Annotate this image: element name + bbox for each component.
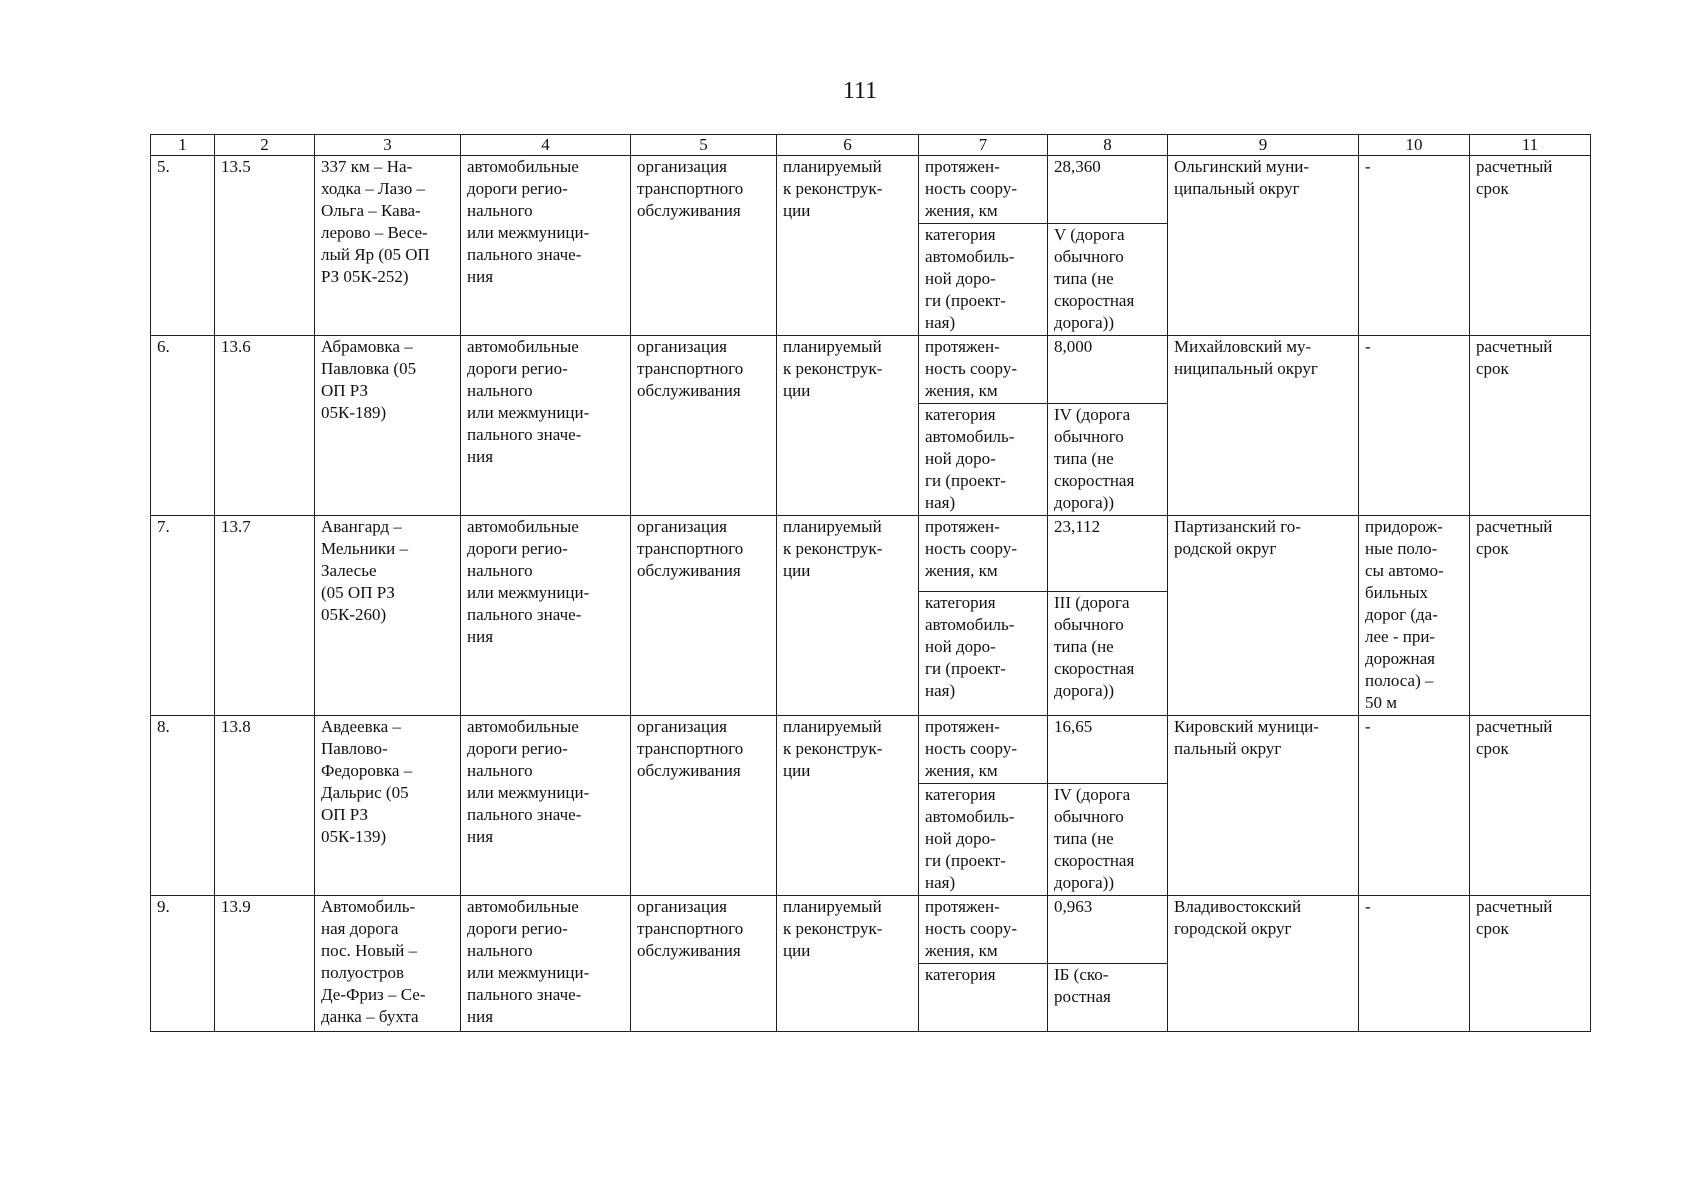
param-category-value: III (дорога обычного типа (не скоростная дорога))	[1048, 591, 1168, 715]
object-code: 13.6	[215, 336, 315, 516]
param-length-value: 16,65	[1048, 716, 1168, 784]
table-header-row	[151, 135, 1591, 156]
column-number: 7	[919, 135, 1048, 156]
object-zone: -	[1359, 156, 1470, 336]
object-code: 13.9	[215, 896, 315, 1032]
param-category-value: IV (дорога обычного типа (не скоростная дорога))	[1048, 404, 1168, 516]
column-number: 9	[1168, 135, 1359, 156]
object-code: 13.5	[215, 156, 315, 336]
column-number: 1	[151, 135, 215, 156]
object-location: Владивостокский городской округ	[1168, 896, 1359, 1032]
object-term: расчетный срок	[1470, 896, 1591, 1032]
param-category-label: категория автомобиль- ной доро- ги (проект- ная)	[919, 404, 1048, 516]
param-length-label: протяжен- ность соору- жения, км	[919, 716, 1048, 784]
param-category-label: категория автомобиль- ной доро- ги (проект- ная)	[919, 784, 1048, 896]
object-code: 13.8	[215, 716, 315, 896]
param-length-value: 28,360	[1048, 156, 1168, 224]
object-zone: -	[1359, 716, 1470, 896]
param-category-label: категория автомобиль- ной доро- ги (проект- ная)	[919, 591, 1048, 715]
object-term: расчетный срок	[1470, 336, 1591, 516]
object-status: планируемый к реконструк- ции	[777, 716, 919, 896]
object-zone: -	[1359, 896, 1470, 1032]
objects-table	[150, 134, 1591, 1032]
table-row	[151, 516, 1591, 592]
object-location: Партизанский го- родской округ	[1168, 516, 1359, 716]
column-number: 10	[1359, 135, 1470, 156]
param-length-value: 23,112	[1048, 516, 1168, 592]
object-type: автомобильные дороги регио- нального или межмуници- пального значе- ния	[461, 896, 631, 1032]
param-category-label: категория	[919, 964, 1048, 1032]
object-zone: придорож- ные поло- сы автомо- бильных дорог (да- лее - при- дорожная полоса) – 50 м	[1359, 516, 1470, 716]
param-category-value: V (дорога обычного типа (не скоростная дорога))	[1048, 224, 1168, 336]
object-status: планируемый к реконструк- ции	[777, 516, 919, 716]
column-number: 5	[631, 135, 777, 156]
object-location: Ольгинский муни- ципальный округ	[1168, 156, 1359, 336]
object-name: 337 км – На- ходка – Лазо – Ольга – Кава- лерово – Весе- лый Яр (05 ОП РЗ 05К-252)	[315, 156, 461, 336]
param-category-value: IБ (ско- ростная	[1048, 964, 1168, 1032]
object-purpose: организация транспортного обслуживания	[631, 716, 777, 896]
object-location: Кировский муници- пальный округ	[1168, 716, 1359, 896]
object-code: 13.7	[215, 516, 315, 716]
object-term: расчетный срок	[1470, 516, 1591, 716]
object-purpose: организация транспортного обслуживания	[631, 896, 777, 1032]
object-purpose: организация транспортного обслуживания	[631, 516, 777, 716]
object-status: планируемый к реконструк- ции	[777, 156, 919, 336]
object-name: Абрамовка – Павловка (05 ОП РЗ 05К-189)	[315, 336, 461, 516]
object-name: Авдеевка – Павлово- Федоровка – Дальрис (05 ОП РЗ 05К-139)	[315, 716, 461, 896]
param-length-label: протяжен- ность соору- жения, км	[919, 156, 1048, 224]
object-status: планируемый к реконструк- ции	[777, 896, 919, 1032]
row-number: 7.	[151, 516, 215, 716]
object-purpose: организация транспортного обслуживания	[631, 156, 777, 336]
table-row	[151, 156, 1591, 224]
param-length-label: протяжен- ность соору- жения, км	[919, 896, 1048, 964]
object-status: планируемый к реконструк- ции	[777, 336, 919, 516]
param-length-value: 0,963	[1048, 896, 1168, 964]
column-number: 2	[215, 135, 315, 156]
row-number: 9.	[151, 896, 215, 1032]
table-row	[151, 336, 1591, 404]
column-number: 4	[461, 135, 631, 156]
object-name: Автомобиль- ная дорога пос. Новый – полуостров Де-Фриз – Се- данка – бухта	[315, 896, 461, 1032]
object-location: Михайловский му- ниципальный округ	[1168, 336, 1359, 516]
table-row	[151, 896, 1591, 964]
object-type: автомобильные дороги регио- нального или межмуници- пального значе- ния	[461, 336, 631, 516]
param-category-value: IV (дорога обычного типа (не скоростная дорога))	[1048, 784, 1168, 896]
object-term: расчетный срок	[1470, 716, 1591, 896]
page-number: 111	[842, 78, 878, 104]
object-type: автомобильные дороги регио- нального или межмуници- пального значе- ния	[461, 516, 631, 716]
param-category-label: категория автомобиль- ной доро- ги (проект- ная)	[919, 224, 1048, 336]
column-number: 11	[1470, 135, 1591, 156]
object-term: расчетный срок	[1470, 156, 1591, 336]
param-length-value: 8,000	[1048, 336, 1168, 404]
row-number: 8.	[151, 716, 215, 896]
object-type: автомобильные дороги регио- нального или межмуници- пального значе- ния	[461, 716, 631, 896]
object-name: Авангард – Мельники – Залесье (05 ОП РЗ 05К-260)	[315, 516, 461, 716]
column-number: 6	[777, 135, 919, 156]
column-number: 8	[1048, 135, 1168, 156]
object-type: автомобильные дороги регио- нального или межмуници- пального значе- ния	[461, 156, 631, 336]
row-number: 5.	[151, 156, 215, 336]
object-zone: -	[1359, 336, 1470, 516]
table-row	[151, 716, 1591, 784]
column-number: 3	[315, 135, 461, 156]
object-purpose: организация транспортного обслуживания	[631, 336, 777, 516]
param-length-label: протяжен- ность соору- жения, км	[919, 336, 1048, 404]
row-number: 6.	[151, 336, 215, 516]
param-length-label: протяжен- ность соору- жения, км	[919, 516, 1048, 592]
